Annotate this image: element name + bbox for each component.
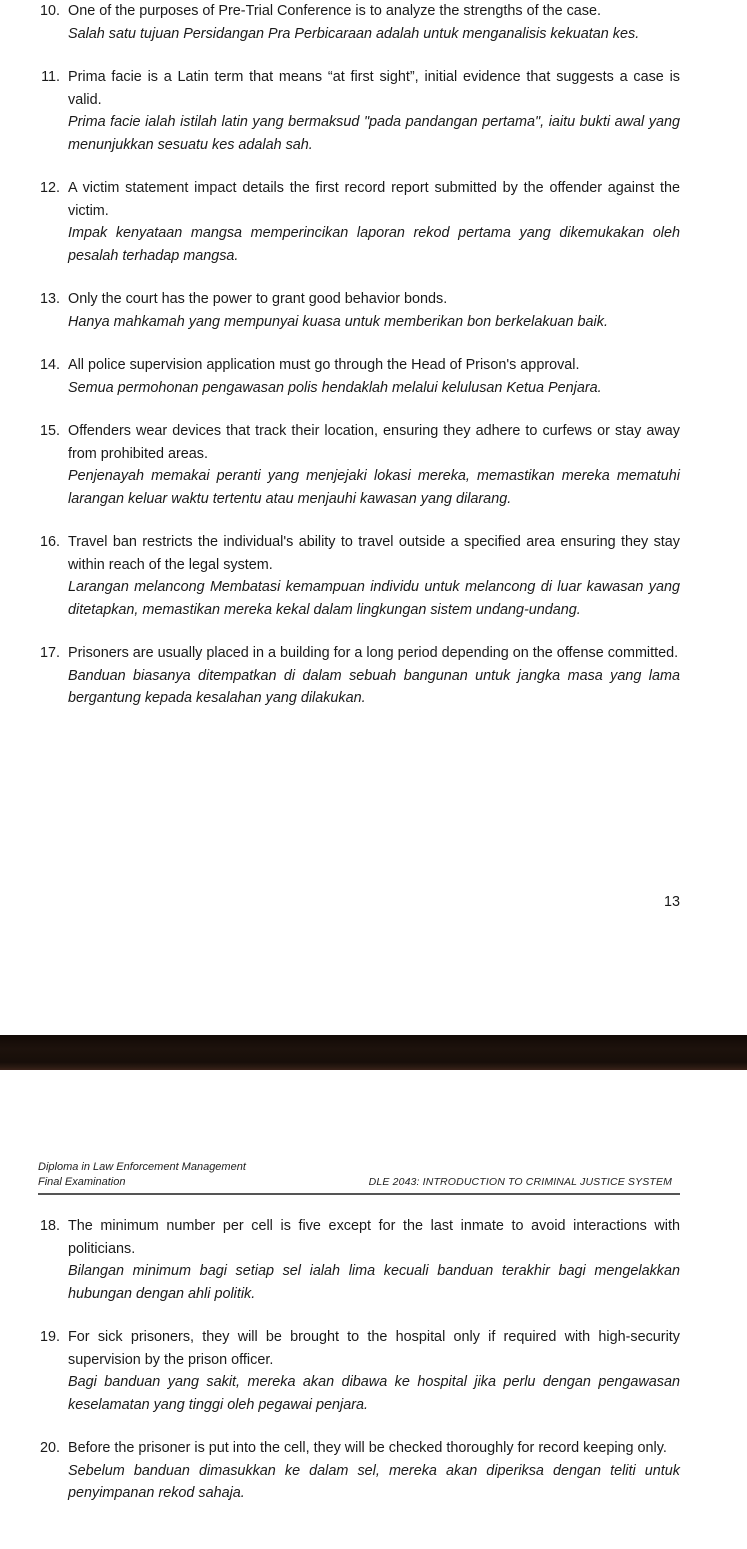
- question-number: 20.: [39, 1440, 60, 1456]
- question-text-english: For sick prisoners, they will be brought to the hospital only if required with high-security supervision by the prison officer.: [68, 1329, 680, 1368]
- question-body: [68, 420, 680, 510]
- exam-page-fourteen: [0, 1070, 747, 1549]
- question-text-english: The minimum number per cell is five except for the last inmate to avoid interactions with politicians.: [68, 1218, 680, 1257]
- question-body: [68, 288, 680, 333]
- question-text-english: Before the prisoner is put into the cell, they will be checked thoroughly for record keeping only.: [68, 1440, 667, 1456]
- question-text-malay: Bagi banduan yang sakit, mereka akan dibawa ke hospital jika perlu dengan pengawasan keselamatan yang tinggi oleh pegawai penjara.: [68, 1374, 680, 1413]
- header-second-row: [38, 1175, 680, 1190]
- question-number: 12.: [39, 180, 60, 196]
- running-header: [38, 1070, 680, 1195]
- question-text-english: Only the court has the power to grant good behavior bonds.: [68, 291, 448, 307]
- question-number: 13.: [39, 291, 60, 307]
- question-body: [68, 531, 680, 621]
- question-number: 15.: [39, 423, 60, 439]
- question-body: [68, 1326, 680, 1416]
- question-number: 10.: [39, 3, 60, 19]
- question-text-malay: Larangan melancong Membatasi kemampuan individu untuk melancong di luar kawasan yang ditetapkan, memastikan mereka kekal dalam lingkungan sistem undang-undang.: [68, 579, 680, 618]
- question-text-malay: Prima facie ialah istilah latin yang bermaksud "pada pandangan pertama", iaitu bukti awal yang menunjukkan sesuatu kes adalah sah.: [68, 114, 680, 153]
- question-text-malay: Penjenayah memakai peranti yang menjejaki lokasi mereka, memastikan mereka mematuhi larangan keluar waktu tertentu atau menjauhi kawasan yang dilarang.: [68, 468, 680, 507]
- question-body: [68, 0, 680, 45]
- question-text-malay: Impak kenyataan mangsa memperincikan laporan rekod pertama yang dikemukakan oleh pesalah terhadap mangsa.: [68, 225, 680, 264]
- question-item: [38, 1326, 680, 1416]
- question-number: 16.: [39, 534, 60, 550]
- question-text-english: Travel ban restricts the individual's ability to travel outside a specified area ensuring they stay within reach of the legal system.: [68, 534, 680, 573]
- question-text-malay: Banduan biasanya ditempatkan di dalam sebuah bangunan untuk jangka masa yang lama bergantung kepada kesalahan yang dilakukan.: [68, 667, 680, 706]
- header-divider-rule: [38, 1193, 680, 1195]
- question-text-english: All police supervision application must go through the Head of Prison's approval.: [68, 357, 580, 373]
- question-item: [38, 177, 680, 267]
- question-item: [38, 0, 680, 45]
- question-text-english: A victim statement impact details the first record report submitted by the offender against the victim.: [68, 180, 680, 219]
- question-text-malay: Salah satu tujuan Persidangan Pra Perbicaraan adalah untuk menganalisis kekuatan kes.: [68, 25, 640, 42]
- question-list-page-one: [38, 0, 680, 710]
- question-body: [68, 1215, 680, 1305]
- question-body: [68, 66, 680, 156]
- question-number: 17.: [39, 645, 60, 661]
- question-item: [38, 642, 680, 710]
- question-text-english: Prima facie is a Latin term that means “at first sight”, initial evidence that suggests a case is valid.: [68, 69, 680, 108]
- question-body: [68, 642, 680, 710]
- page-break-band: [0, 1035, 747, 1070]
- question-item: [38, 288, 680, 333]
- question-number: 14.: [39, 357, 60, 373]
- question-number: 11.: [41, 69, 60, 85]
- question-number: 18.: [39, 1218, 60, 1234]
- question-item: [38, 66, 680, 156]
- question-item: [38, 1437, 680, 1505]
- question-body: [68, 1437, 680, 1505]
- header-course-title: DLE 2043: INTRODUCTION TO CRIMINAL JUSTICE SYSTEM: [368, 1175, 672, 1188]
- question-text-english: Prisoners are usually placed in a building for a long period depending on the offense committed.: [68, 645, 679, 661]
- question-item: [38, 420, 680, 510]
- header-exam-type: Final Examination: [38, 1175, 126, 1188]
- question-text-malay: Semua permohonan pengawasan polis hendaklah melalui kelulusan Ketua Penjara.: [68, 379, 602, 396]
- question-body: [68, 177, 680, 267]
- question-item: [38, 354, 680, 399]
- question-text-english: One of the purposes of Pre-Trial Conference is to analyze the strengths of the case.: [68, 3, 602, 19]
- question-text-english: Offenders wear devices that track their location, ensuring they adhere to curfews or stay away from prohibited areas.: [68, 423, 680, 462]
- question-body: [68, 354, 680, 399]
- question-text-malay: Bilangan minimum bagi setiap sel ialah lima kecuali banduan terakhir bagi mengelakkan hubungan dengan ahli politik.: [68, 1263, 680, 1302]
- running-header-rows: [38, 1160, 680, 1189]
- question-text-malay: Hanya mahkamah yang mempunyai kuasa untuk memberikan bon berkelakuan baik.: [68, 313, 608, 330]
- question-number: 19.: [39, 1329, 60, 1345]
- question-list-page-two: [38, 1215, 680, 1505]
- header-program: Diploma in Law Enforcement Management: [38, 1161, 246, 1173]
- question-item: [38, 1215, 680, 1305]
- page-number: 13: [663, 894, 680, 910]
- question-item: [38, 531, 680, 621]
- question-text-malay: Sebelum banduan dimasukkan ke dalam sel, mereka akan diperiksa dengan teliti untuk penyimpanan rekod sahaja.: [68, 1462, 680, 1501]
